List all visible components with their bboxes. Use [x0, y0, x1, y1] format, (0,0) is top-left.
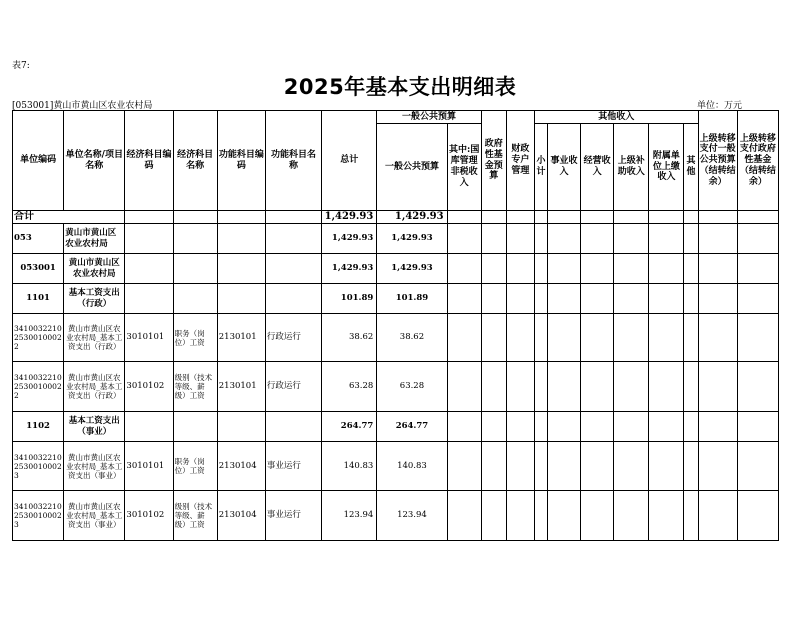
func-name-cell: 行政运行 [265, 314, 321, 362]
general-budget-cell: 1,429.93 [377, 224, 447, 254]
header-econ-code: 经济科目编码 [125, 111, 173, 211]
table-row [13, 224, 779, 254]
header-business-income: 事业收入 [547, 124, 580, 211]
econ-name-cell: 级别（技术等级、薪级）工资 [173, 491, 217, 541]
unit-name-cell: 基本工资支出（行政） [64, 284, 125, 314]
total-cell: 101.89 [322, 284, 377, 314]
unit-label: 单位：万元 [697, 101, 743, 111]
header-of-which-nontax: 其中:国库管理非税收入 [447, 124, 481, 211]
organization-label: [053001]黄山市黄山区农业农村局 [12, 101, 153, 111]
unit-name-cell: 黄山市黄山区农业农村局_基本工资支出（行政） [64, 362, 125, 412]
total-general-budget: 1,429.93 [377, 211, 447, 224]
page-title: 2025年基本支出明细表 [283, 75, 517, 99]
header-total: 总计 [322, 111, 377, 211]
unit-code-cell: 053 [13, 224, 64, 254]
total-cell: 264.77 [322, 412, 377, 442]
func-code-cell: 2130101 [217, 362, 265, 412]
header-other-income-group: 其他收入 [534, 111, 698, 124]
table-number-note: 表7: [12, 61, 30, 71]
func-code-cell: 2130104 [217, 491, 265, 541]
total-label: 合计 [13, 211, 125, 224]
econ-name-cell: 职务（岗位）工资 [173, 442, 217, 491]
header-affiliated-remit: 附属单位上缴收入 [649, 124, 684, 211]
unit-name-cell: 黄山市黄山区农业农村局 [64, 224, 125, 254]
header-func-code: 功能科目编码 [217, 111, 265, 211]
unit-code-cell: 1101 [13, 284, 64, 314]
header-transfer-fund: 上级转移支付政府性基金（结转结余） [737, 111, 778, 211]
header-transfer-general: 上级转移支付一般公共预算（结转结余） [698, 111, 737, 211]
unit-name-cell: 黄山市黄山区农业农村局_基本工资支出（事业） [64, 442, 125, 491]
table-row [13, 442, 779, 491]
unit-name-cell: 黄山市黄山区农业农村局_基本工资支出（行政） [64, 314, 125, 362]
func-code-cell: 2130104 [217, 442, 265, 491]
unit-code-cell: 341003221025300100023 [13, 442, 64, 491]
header-func-name: 功能科目名称 [265, 111, 321, 211]
unit-name-cell: 黄山市黄山区农业农村局_基本工资支出（事业） [64, 491, 125, 541]
total-amount: 1,429.93 [322, 211, 377, 224]
econ-code-cell: 3010102 [125, 491, 173, 541]
econ-code-cell: 3010102 [125, 362, 173, 412]
unit-code-cell: 341003221025300100022 [13, 362, 64, 412]
unit-code-cell: 1102 [13, 412, 64, 442]
total-cell: 1,429.93 [322, 224, 377, 254]
header-fiscal-special: 财政专户管理 [506, 111, 534, 211]
unit-code-cell: 053001 [13, 254, 64, 284]
func-name-cell: 事业运行 [265, 491, 321, 541]
table-row [13, 412, 779, 442]
econ-name-cell: 级别（技术等级、薪级）工资 [173, 362, 217, 412]
header-subtotal: 小计 [534, 124, 547, 211]
total-cell: 140.83 [322, 442, 377, 491]
func-name-cell: 事业运行 [265, 442, 321, 491]
total-cell: 123.94 [322, 491, 377, 541]
table-row [13, 314, 779, 362]
header-upper-subsidy: 上级补助收入 [614, 124, 649, 211]
header-gov-fund: 政府性基金预算 [481, 111, 506, 211]
header-general-budget-group: 一般公共预算 [377, 111, 481, 124]
header-general-budget: 一般公共预算 [377, 124, 447, 211]
general-budget-cell: 63.28 [377, 362, 447, 412]
general-budget-cell: 140.83 [377, 442, 447, 491]
general-budget-cell: 1,429.93 [377, 254, 447, 284]
table-row [13, 491, 779, 541]
unit-name-cell: 黄山市黄山区农业农村局 [64, 254, 125, 284]
unit-code-cell: 341003221025300100023 [13, 491, 64, 541]
table-row [13, 362, 779, 412]
general-budget-cell: 264.77 [377, 412, 447, 442]
unit-name-cell: 基本工资支出（事业） [64, 412, 125, 442]
total-cell: 38.62 [322, 314, 377, 362]
general-budget-cell: 123.94 [377, 491, 447, 541]
econ-name-cell: 职务（岗位）工资 [173, 314, 217, 362]
total-cell: 63.28 [322, 362, 377, 412]
func-name-cell: 行政运行 [265, 362, 321, 412]
econ-code-cell: 3010101 [125, 314, 173, 362]
expenditure-table [12, 110, 779, 541]
table-row [13, 254, 779, 284]
func-code-cell: 2130101 [217, 314, 265, 362]
header-econ-name: 经济科目名称 [173, 111, 217, 211]
header-unit-code: 单位编码 [13, 111, 64, 211]
header-other: 其他 [684, 124, 698, 211]
general-budget-cell: 101.89 [377, 284, 447, 314]
total-cell: 1,429.93 [322, 254, 377, 284]
econ-code-cell: 3010101 [125, 442, 173, 491]
total-row [13, 211, 779, 224]
header-unit-name: 单位名称/项目名称 [64, 111, 125, 211]
header-operating-income: 经营收入 [581, 124, 614, 211]
general-budget-cell: 38.62 [377, 314, 447, 362]
unit-code-cell: 341003221025300100022 [13, 314, 64, 362]
table-row [13, 284, 779, 314]
